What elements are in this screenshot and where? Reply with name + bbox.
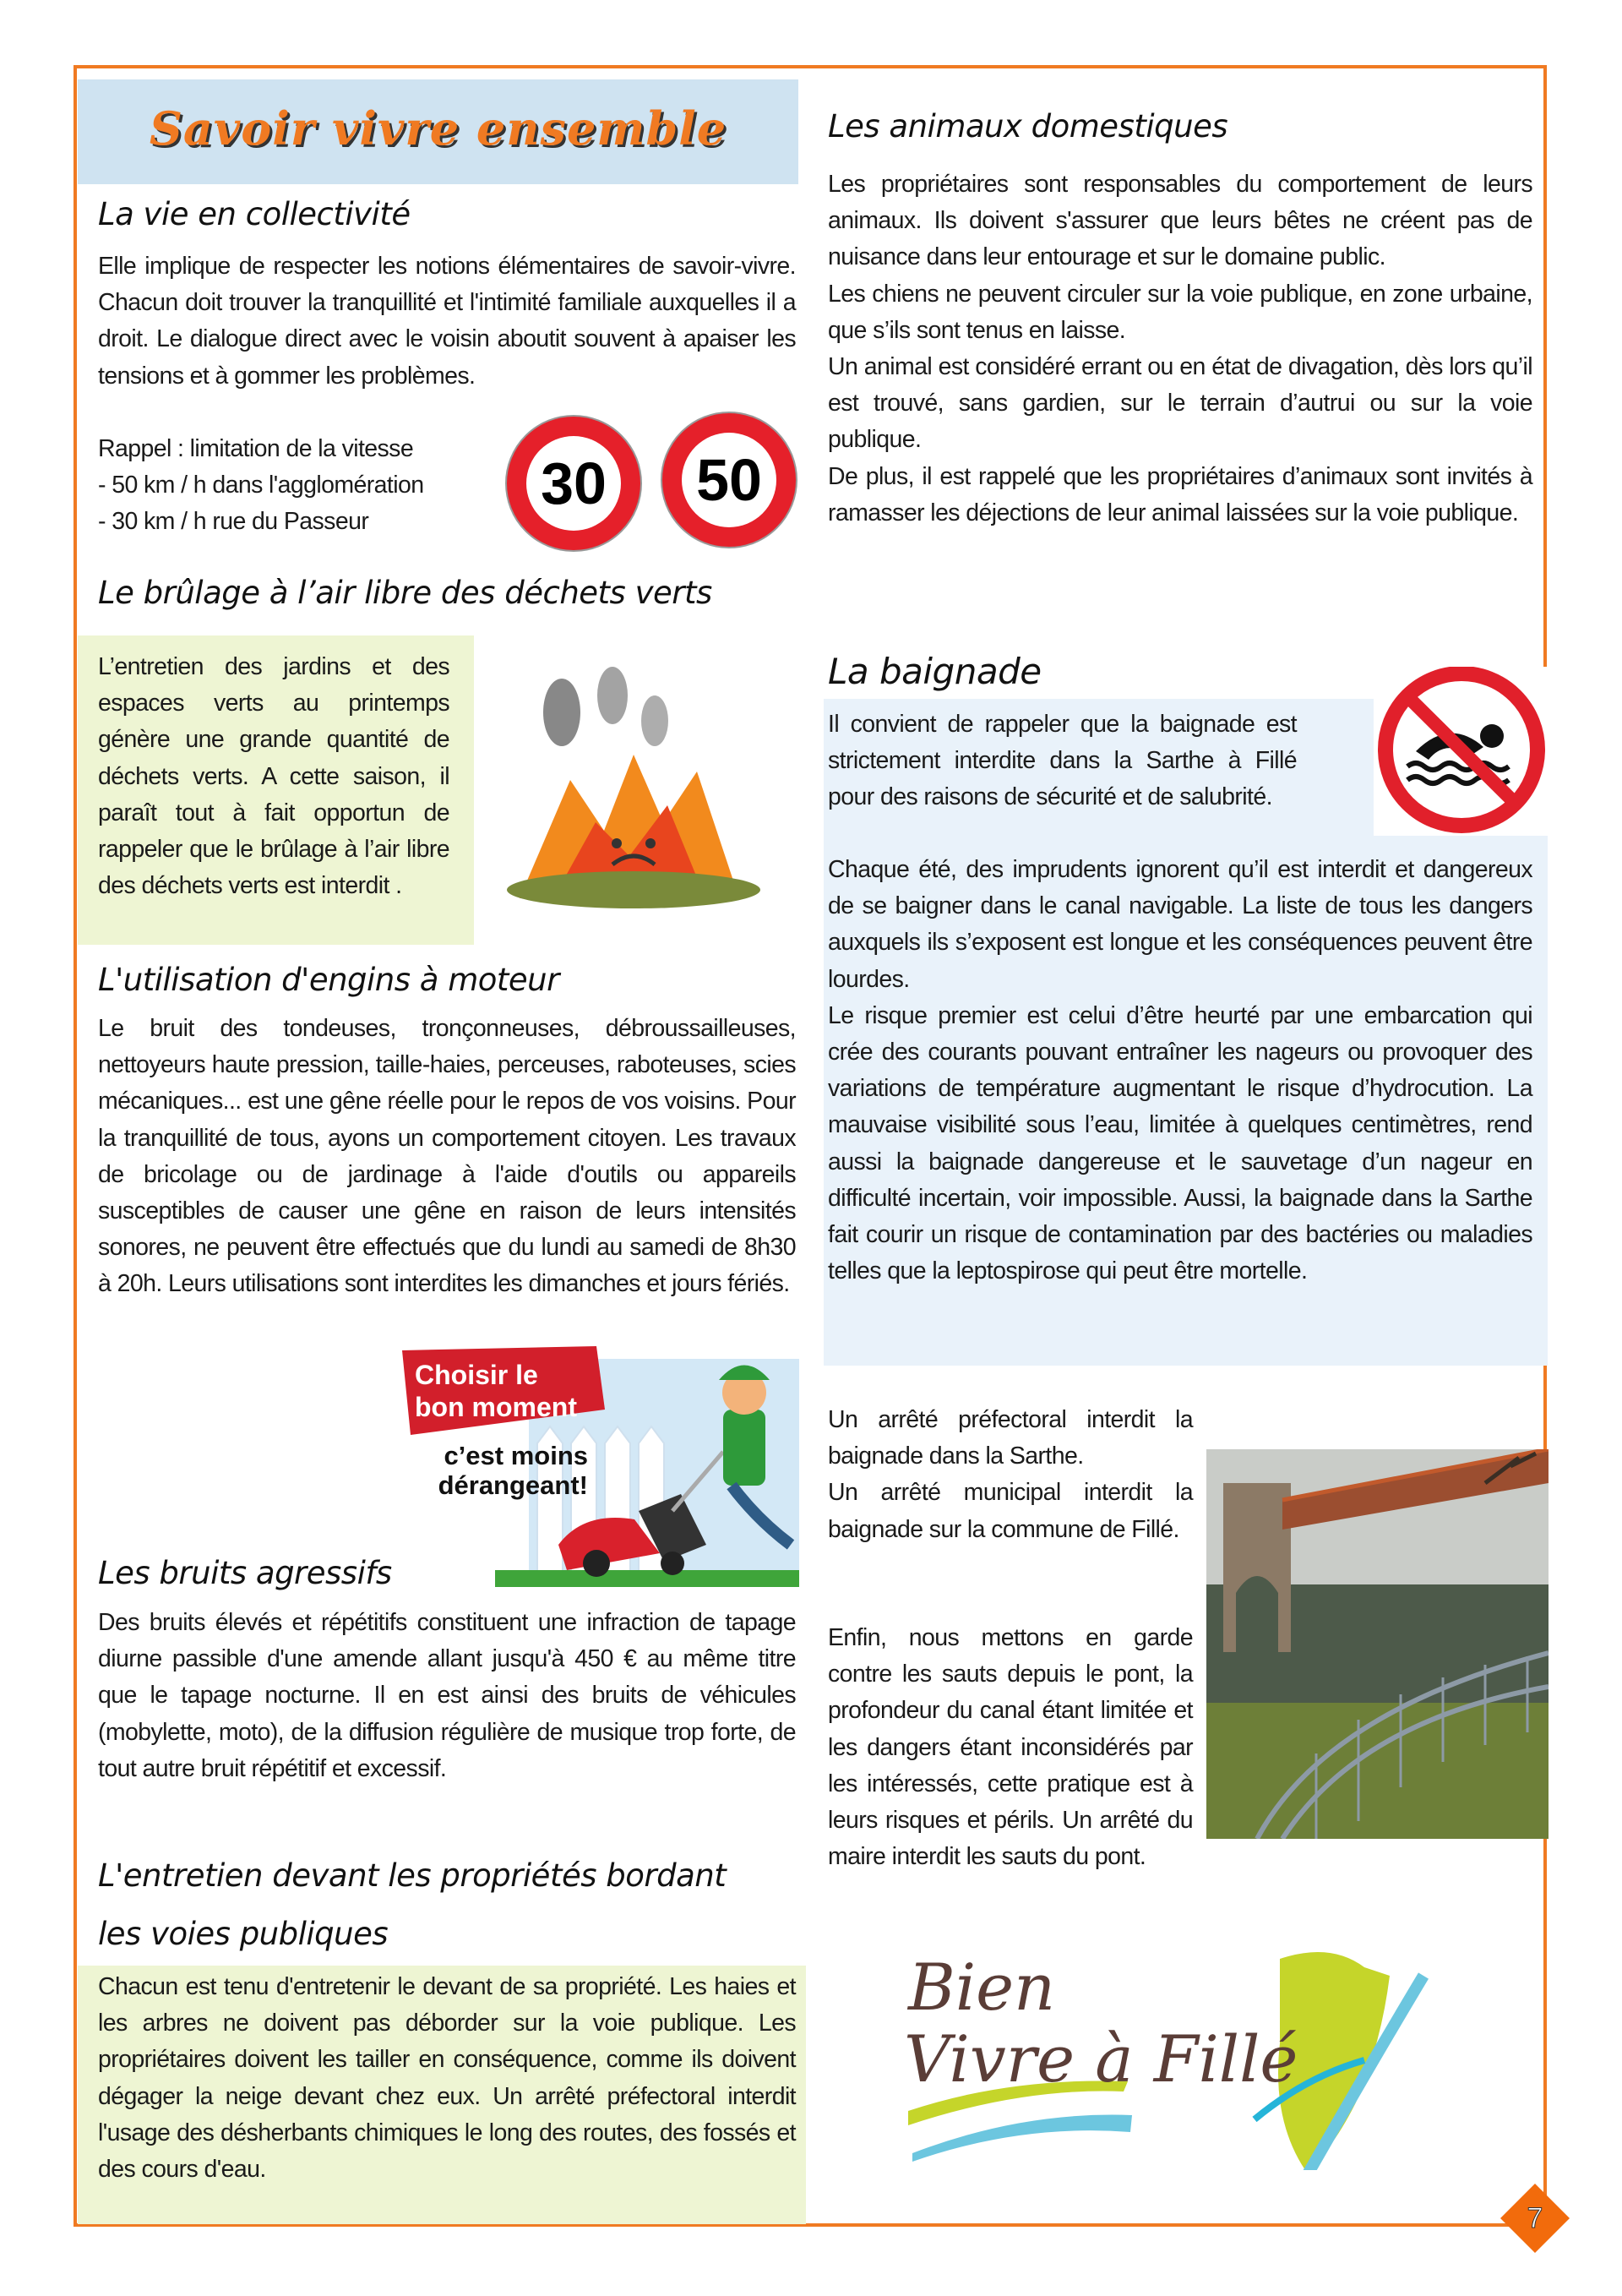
heading-engins: L'utilisation d'engins à moteur [98, 962, 559, 998]
heading-animaux: Les animaux domestiques [828, 108, 1228, 145]
heading-collectivite: La vie en collectivité [98, 196, 411, 232]
baignade-paragraph-2: Chaque été, des imprudents ignorent qu’il est interdit et dangereux de se baigner dans le canal navigable. La liste de tous les dangers auxquels ils s’exposent est longue et les conséquences peuvent être lourdes. [828, 856, 1532, 993]
animaux-paragraph: De plus, il est rappelé que les propriétaires d’animaux sont invités à ramasser les déjections de leur animal laissées sur la voie publique. [828, 462, 1532, 526]
collectivite-text: Elle implique de respecter les notions élémentaires de savoir-vivre. Chacun doit trouver la tranquillité et l'intimité familiale auxquelles il a droit. Le dialogue direct avec le voisin aboutit souvent à apaiser les tensions et à gommer les problèmes. [98, 253, 796, 390]
baignade-text [828, 852, 1532, 1290]
engins-text: Le bruit des tondeuses, tronçonneuses, débroussailleuses, nettoyeurs haute pression, taille-haies, perceuses, raboteuses, scies mécaniques... est une gêne réelle pour le repos de vos voisins. Pour la tranquillité de tous, ayons un comportement citoyen. Les travaux de bricolage ou de jardinage à l'aide d'outils ou appareils susceptibles de causer une gêne en raison de leurs intensités sonores, ne peuvent être effectués que du lundi au samedi de 8h30 à 20h. Leurs utilisations sont interdites les dimanches et jours fériés. [98, 1015, 796, 1298]
limit-50-line: - 50 km / h dans l'agglomération [98, 472, 424, 499]
sign-30-text: 30 [541, 450, 607, 516]
bruits-text: Des bruits élevés et répétitifs constituent une infraction de tapage diurne passible d'une amende allant jusqu'à 450 € au même titre que le tapage nocturne. Il en est ainsi des bruits de véhicules (mobylette, moto), de la diffusion régulière de musique trop forte, de tout autre bruit répétitif et excessif. [98, 1609, 796, 1782]
banner-line2: bon moment [415, 1392, 577, 1422]
animaux-paragraph: Les propriétaires sont responsables du comportement de leurs animaux. Ils doivent s'assurer que leurs bêtes ne créent pas de nuisance dans leur entourage et sur le domaine public. [828, 171, 1532, 271]
animaux-paragraph: Un animal est considéré errant ou en état de divagation, dès lors qu’il est trouvé, sans gardien, sur le terrain d’autrui ou sur la voie publique. [828, 353, 1532, 454]
bridge-photo [1206, 1449, 1549, 1839]
arrete-municipal: Un arrêté municipal interdit la baignade sur la commune de Fillé. [828, 1479, 1193, 1543]
mower-illustration [385, 1342, 799, 1595]
title-banner [78, 79, 798, 184]
limit-30-line: - 30 km / h rue du Passeur [98, 508, 369, 536]
heading-bruits: Les bruits agressifs [98, 1555, 392, 1591]
bien-vivre-a-fille-logo [883, 1942, 1474, 2170]
logo-line1: Bien [908, 1950, 1056, 2025]
page-title: Savoir vivre ensemble [149, 101, 727, 155]
logo-line2: Vivre à Fillé [904, 2021, 1298, 2097]
rappel-line: Rappel : limitation de la vitesse [98, 435, 414, 462]
banner-line1: Choisir le [415, 1360, 538, 1390]
no-swimming-sign [1374, 667, 1548, 836]
tagline-line1: c’est moins [444, 1441, 588, 1470]
page-number-badge [1500, 2184, 1570, 2253]
arretes-text [828, 1402, 1193, 1548]
burning-waste-image [486, 662, 802, 915]
speed-limit-signs-image [504, 409, 802, 556]
animaux-paragraph: Les chiens ne peuvent circuler sur la voie publique, en zone urbaine, que s’ils sont tenus en laisse. [828, 280, 1532, 344]
entretien-text: Chacun est tenu d'entretenir le devant de sa propriété. Les haies et les arbres ne doivent pas déborder sur la voie publique. Les propriétaires doivent les tailler en conséquence, comme ils doivent dégager la neige devant chez eux. Un arrêté préfectoral interdit l'usage des désherbants chimiques le long des routes, des fossés et des cours d'eau. [98, 1973, 796, 2184]
heading-entretien-line2: les voies publiques [98, 1916, 389, 1952]
speed-reminder [98, 431, 520, 541]
heading-brulage: Le brûlage à l’air libre des déchets verts [98, 575, 712, 611]
brulage-text: L’entretien des jardins et des espaces verts au printemps génère une grande quantité de déchets verts. A cette saison, il paraît tout à fait opportun de rappeler que le brûlage à l’air libre des déchets verts est interdit . [98, 653, 449, 900]
heading-entretien-line1: L'entretien devant les propriétés bordant [98, 1857, 727, 1894]
sign-50-text: 50 [696, 447, 762, 513]
no-swimming-icon [1374, 667, 1548, 836]
heading-baignade: La baignade [828, 651, 1042, 692]
baignade-intro: Il convient de rappeler que la baignade est strictement interdite dans la Sarthe à Fillé pour des raisons de sécurité et de salubrité. [828, 711, 1297, 811]
tagline-line2: dérangeant! [438, 1470, 588, 1500]
brulage-box [78, 635, 474, 945]
arrete-prefectoral: Un arrêté préfectoral interdit la baignade dans la Sarthe. [828, 1406, 1193, 1470]
entretien-box [78, 1966, 806, 2224]
sauts-text: Enfin, nous mettons en garde contre les sauts depuis le pont, la profondeur du canal étant limitée et les dangers étant inconsidérés par les intéressés, cette pratique est à leurs risques et périls. Un arrêté du maire interdit les sauts du pont. [828, 1624, 1193, 1871]
page-number: 7 [1527, 2202, 1543, 2234]
baignade-paragraph-3: Le risque premier est celui d’être heurté par une embarcation qui crée des courants pouvant entraîner les nageurs ou provoquer des variations de température augmentant le risque d’hydrocution. La mauvaise visibilité sous l’eau, limitée à quelques centimètres, rend aussi la baignade dangereuse et le sauvetage d’un nageur en difficulté incertain, voir impossible. Aussi, la baignade dans la Sarthe fait courir un risque de contamination par des bactéries ou maladies telles que la leptospirose qui peut être mortelle. [828, 1001, 1532, 1285]
animaux-text [828, 166, 1532, 532]
